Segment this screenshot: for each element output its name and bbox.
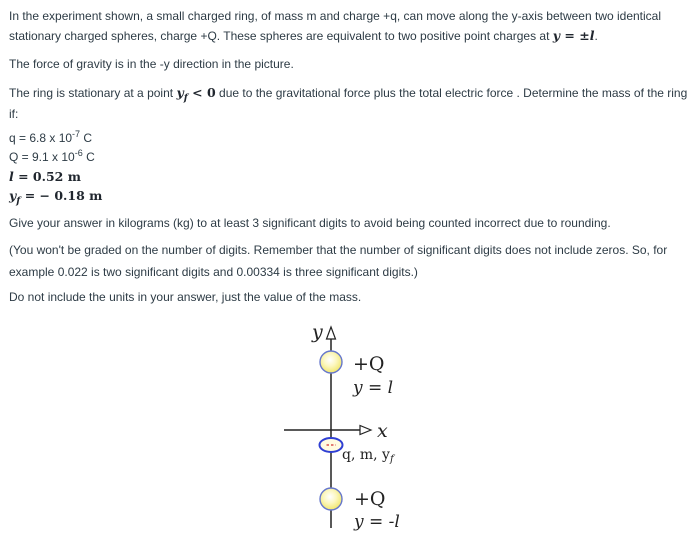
stationary-before-math: The ring is stationary at a point <box>9 86 174 100</box>
intro-line-1: In the experiment shown, a small charged ring, of mass m and charge +q, can move along the y-axis between two identical <box>9 9 662 23</box>
grading-note <box>9 239 695 283</box>
top-charge-label: +Q <box>353 353 385 375</box>
experiment-diagram <box>250 316 455 538</box>
stationary-line-2: if: <box>9 107 19 121</box>
bottom-charge-position-label: y = -l <box>354 512 400 532</box>
units-note: Do not include the units in your answer, just the value of the mass. <box>9 290 362 304</box>
intro-paragraph <box>9 6 695 46</box>
given-yf: $y_f$ = − 0.18 m <box>9 188 103 207</box>
given-l: l = 0.52 m <box>9 169 81 184</box>
stationary-after-math: due to the gravitational force plus the total electric force . Determine the mass of the ring <box>219 86 688 100</box>
stationary-line-1 <box>9 82 695 104</box>
stationary-paragraph <box>9 82 695 125</box>
bottom-charge-label: +Q <box>354 488 386 510</box>
ring-label: q, m, $y_f$ <box>342 447 394 465</box>
x-axis-arrowhead <box>360 426 371 435</box>
Q-exponent: -6 <box>74 148 83 158</box>
math-y-equals-plusminus-l: y = ±l <box>552 28 595 43</box>
grading-note-line-1: (You won't be graded on the number of digits. Remember that the number of significant digits does not include zeros. So, for <box>9 243 668 257</box>
intro-line-2 <box>9 26 695 46</box>
given-Q: Q = 9.1 x $10^{-6}$ C <box>9 148 95 164</box>
sig-digits-note: Give your answer in kilograms (kg) to at least 3 significant digits to avoid being counted incorrect due to rounding. <box>9 216 611 230</box>
y-axis-arrowhead <box>327 327 336 339</box>
math-yf-less-than-zero: $y_f < 0$ <box>176 85 216 104</box>
q-exponent: -7 <box>72 129 81 139</box>
top-charge-sphere <box>320 351 342 373</box>
intro-period: . <box>594 29 598 43</box>
y-axis-label: y <box>312 321 323 343</box>
top-charge-position-label: y = l <box>353 378 394 398</box>
grading-note-line-2: example 0.022 is two significant digits and 0.00334 is three significant digits.) <box>9 265 418 279</box>
given-values <box>9 129 102 205</box>
x-axis-label: x <box>377 420 388 442</box>
intro-line-2-text: stationary charged spheres, charge +Q. These spheres are equivalent to two positive point charges at <box>9 29 550 43</box>
gravity-note-paragraph: The force of gravity is in the -y direction in the picture. <box>9 57 294 71</box>
bottom-charge-sphere <box>320 488 342 510</box>
given-q: q = 6.8 x $10^{-7}$ C <box>9 129 93 145</box>
